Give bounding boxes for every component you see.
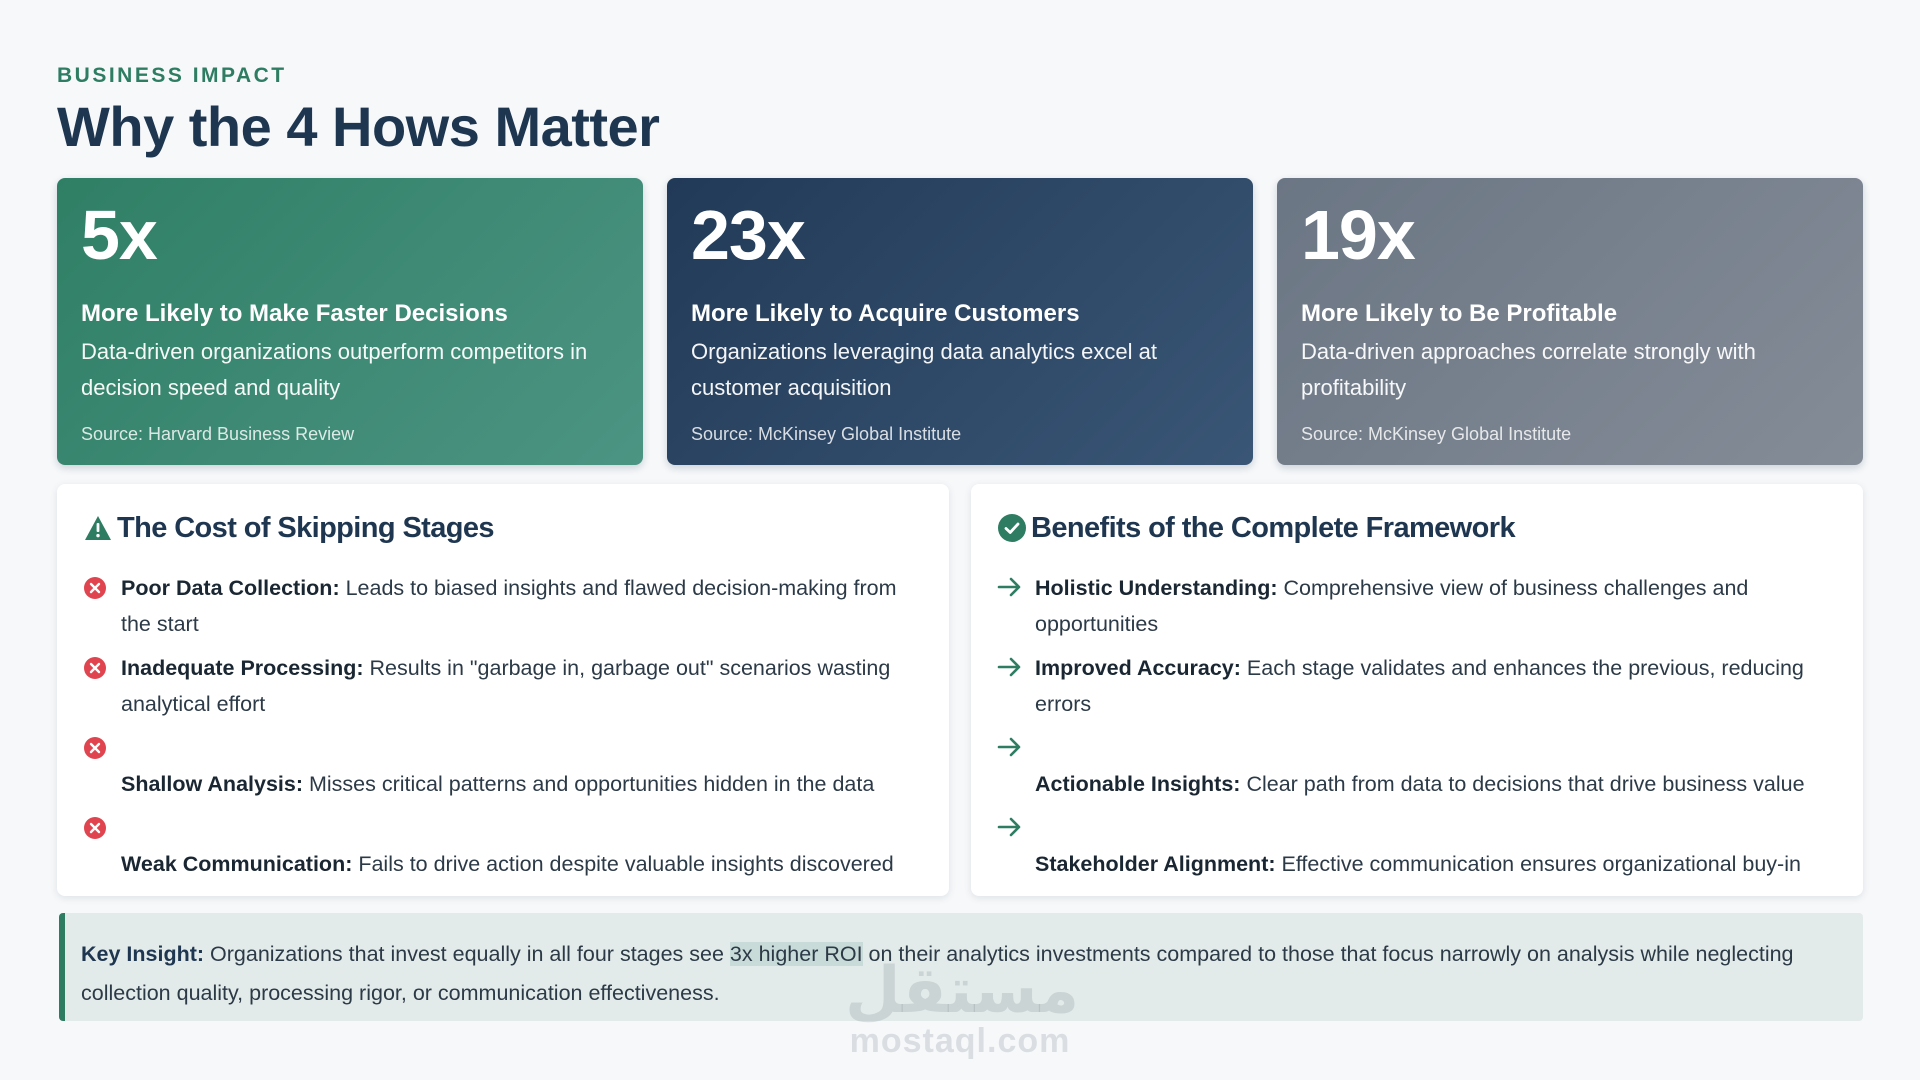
stat-heading: More Likely to Acquire Customers xyxy=(691,300,1080,327)
list-item-text: Comprehensive view of business challenges and opportunities xyxy=(1035,576,1749,636)
list-item xyxy=(83,730,925,802)
x-circle-icon xyxy=(83,656,107,680)
cost-panel xyxy=(57,484,949,896)
stat-description: Organizations leveraging data analytics excel at customer acquisition xyxy=(691,339,1157,400)
list-item xyxy=(83,570,925,642)
list-item-text: Fails to drive action despite valuable insights discovered xyxy=(352,852,894,876)
benefits-panel xyxy=(971,484,1863,896)
list-item xyxy=(997,650,1839,722)
x-circle-icon xyxy=(83,816,107,840)
list-item-term: Weak Communication: xyxy=(121,852,353,876)
stat-number: 5x xyxy=(81,196,157,274)
stat-card-decisions xyxy=(57,178,643,465)
arrow-right-icon xyxy=(997,576,1023,598)
stat-number: 23x xyxy=(691,196,805,274)
key-insight-label: Key Insight: xyxy=(81,942,205,966)
stat-source: Source: McKinsey Global Institute xyxy=(1301,424,1572,444)
stat-description: Data-driven approaches correlate strongly with profitability xyxy=(1301,339,1756,400)
key-insight-highlight: 3x higher ROI xyxy=(729,942,863,966)
list-item xyxy=(83,810,925,882)
list-item-term: Holistic Understanding: xyxy=(1035,576,1278,600)
warning-triangle-icon xyxy=(83,514,113,542)
list-item-term: Inadequate Processing: xyxy=(121,656,364,680)
arrow-right-icon xyxy=(997,656,1023,678)
watermark-logo: مستقل xyxy=(845,954,1080,1026)
arrow-right-icon xyxy=(997,736,1023,758)
list-item-text: Results in "garbage in, garbage out" scenarios wasting analytical effort xyxy=(121,656,891,716)
stat-card-profitable xyxy=(1277,178,1863,465)
list-item xyxy=(997,810,1839,882)
watermark-url: mostaql.com xyxy=(849,1022,1071,1060)
x-circle-icon xyxy=(83,736,107,760)
page-title: Why the 4 Hows Matter xyxy=(57,95,660,158)
list-item xyxy=(997,730,1839,802)
stat-source: Source: McKinsey Global Institute xyxy=(691,424,962,444)
list-item xyxy=(83,650,925,722)
list-item-term: Poor Data Collection: xyxy=(121,576,340,600)
key-insight-callout xyxy=(59,913,1863,1026)
stat-cards xyxy=(57,178,1863,465)
list-item-text: Misses critical patterns and opportunities hidden in the data xyxy=(303,772,875,796)
list-item-term: Stakeholder Alignment: xyxy=(1035,852,1276,876)
eyebrow-label: BUSINESS IMPACT xyxy=(57,64,287,87)
cost-panel-title: The Cost of Skipping Stages xyxy=(117,511,494,544)
check-circle-icon xyxy=(997,513,1027,543)
stat-number: 19x xyxy=(1301,196,1415,274)
list-item-text: Each stage validates and enhances the previous, reducing errors xyxy=(1035,656,1804,716)
cost-panel-header xyxy=(83,508,925,548)
stat-source: Source: Harvard Business Review xyxy=(81,424,355,444)
list-item-text: Effective communication ensures organizational buy-in xyxy=(1275,852,1801,876)
list-item-text: Leads to biased insights and flawed decision-making from the start xyxy=(121,576,897,636)
list-item xyxy=(997,570,1839,642)
stat-heading: More Likely to Be Profitable xyxy=(1301,300,1618,327)
stat-description: Data-driven organizations outperform competitors in decision speed and quality xyxy=(81,339,588,400)
key-insight-text: Organizations that invest equally in all four stages see xyxy=(204,942,730,966)
key-insight-text-end: on their analytics investments compared to those that focus narrowly on analysis while neglecting collection quality, processing rigor, or communication effectiveness. xyxy=(81,942,1794,1005)
list-item-term: Improved Accuracy: xyxy=(1035,656,1241,680)
comparison-panels xyxy=(57,484,1863,896)
benefits-panel-title: Benefits of the Complete Framework xyxy=(1031,511,1515,544)
benefits-panel-header xyxy=(997,508,1839,548)
stat-heading: More Likely to Make Faster Decisions xyxy=(81,300,508,327)
list-item-text: Clear path from data to decisions that drive business value xyxy=(1240,772,1805,796)
list-item-term: Actionable Insights: xyxy=(1035,772,1241,796)
stat-card-customers xyxy=(667,178,1253,465)
benefits-list xyxy=(997,570,1839,882)
cost-list xyxy=(83,570,925,882)
x-circle-icon xyxy=(83,576,107,600)
list-item-term: Shallow Analysis: xyxy=(121,772,304,796)
arrow-right-icon xyxy=(997,816,1023,838)
